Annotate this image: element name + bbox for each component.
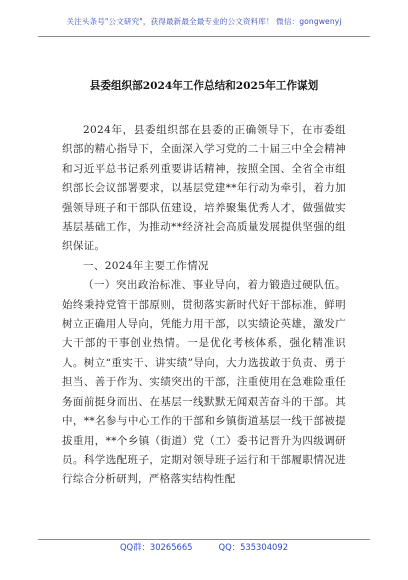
footer-divider [38,539,370,540]
qq-group-number: QQ群：30265665 [119,542,193,552]
header-divider [38,36,370,37]
document-title: 县委组织部2024年工作总结和2025年工作谋划 [89,80,319,92]
section-heading: 一、2024年主要工作情况 [83,259,209,272]
qq-number: QQ：535304092 [218,542,289,552]
subsection-paragraph: （一）突出政治标准、事业导向，着力锻造过硬队伍。始终秉持党管干部原则，贯彻落实新时代好干部标准，鲜明树立正确用人导向，凭能力用干部，以实绩论英雄，激发广大干部的干事创业热情。一是优化考核体系，强化精准识人。树立“重实干、讲实绩”导向，大力选拔敢于负责、勇于担当、善于作为、实绩突出的干部，注重使用在急难险重任务面前挺身而出、在基层一线默默无闻艰苦奋斗的干部。其中，**名参与中心工作的干部和乡镇街道基层一线干部被提拔重用，**个乡镇（街道）党（工）委书记晋升为四级调研员。科学选配班子，定期对领导班子运行和干部履职情况进行综合分析研判，严格落实结构性配 [62,279,346,486]
promo-banner: 关注头条号"公文研究"，获得最新最全最专业的公文资料库！ 微信：gongwenyj [66,17,342,26]
intro-paragraph: 2024年，县委组织部在县委的正确领导下，在市委组织部的精心指导下，全面深入学习党的二十届三中全会精神和习近平总书记系列重要讲话精神，按照全国、全省全市组织部长会议部署要求，以基层党建**年行动为牵引，着力加强领导班子和干部队伍建设，培养聚集优秀人才，做强做实基层基础工作，为推动**经济社会高质量发展提供坚强的组织保证。 [62,124,346,253]
document-body [62,121,346,490]
contact-footer [0,541,408,553]
